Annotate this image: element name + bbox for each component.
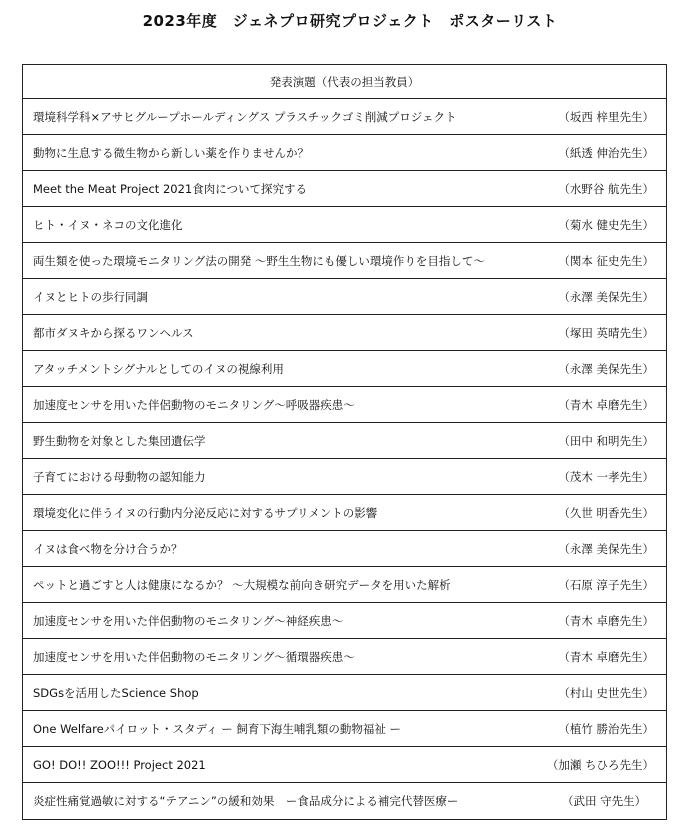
teacher-name: （武田 守先生）	[562, 794, 647, 808]
teacher-name: （菊水 健史先生）	[558, 217, 654, 232]
teacher-name: （茂木 一孝先生）	[558, 469, 654, 484]
table-row	[23, 387, 666, 423]
presentation-title: ヒト・イヌ・ネコの文化進化	[33, 217, 183, 232]
teacher-name: （永澤 美保先生）	[558, 289, 654, 304]
teacher-name: （青木 卓磨先生）	[558, 613, 654, 628]
presentation-title: 環境科学科×アサヒグループホールディングス プラスチックゴミ削減プロジェクト	[33, 109, 457, 124]
table-row	[23, 459, 666, 495]
table-row	[23, 171, 666, 207]
presentation-title: アタッチメントシグナルとしてのイヌの視線利用	[33, 361, 284, 376]
presentation-title: ペットと過ごすと人は健康になるか？ ～大規模な前向き研究データを用いた解析	[33, 577, 451, 592]
presentation-title: 炎症性痛覚過敏に対する“テアニン”の緩和効果 ー食品成分による補完代替医療ー	[33, 794, 459, 808]
table-row	[23, 99, 666, 135]
table-row	[23, 495, 666, 531]
presentation-title: 環境変化に伴うイヌの行動内分泌反応に対するサプリメントの影響	[33, 505, 378, 520]
table-row	[23, 243, 666, 279]
teacher-name: （永澤 美保先生）	[558, 361, 654, 376]
table-row	[23, 207, 666, 243]
teacher-name: （永澤 美保先生）	[558, 541, 654, 556]
presentation-title: 加速度センサを用いた伴侶動物のモニタリング～循環器疾患～	[33, 649, 355, 664]
teacher-name: （塚田 英晴先生）	[558, 325, 654, 340]
page-title: 2023年度 ジェネプロ研究プロジェクト ポスターリスト	[142, 12, 558, 30]
presentation-title: 動物に生息する微生物から新しい薬を作りませんか？	[33, 145, 309, 160]
teacher-name: （植竹 勝治先生）	[558, 721, 654, 736]
table-row	[23, 747, 666, 783]
presentation-title: 野生動物を対象とした集団遺伝学	[33, 433, 206, 448]
presentation-title: 都市ダヌキから探るワンヘルス	[33, 325, 194, 340]
presentation-title: 両生類を使った環境モニタリング法の開発 ～野生生物にも優しい環境作りを目指して～	[33, 253, 485, 268]
teacher-name: （青木 卓磨先生）	[558, 397, 654, 412]
teacher-name: （関本 征史先生）	[558, 253, 654, 268]
table-row	[23, 711, 666, 747]
table-row	[23, 279, 666, 315]
presentation-title: イヌは食べ物を分け合うか？	[33, 541, 183, 556]
poster-table	[22, 64, 667, 820]
teacher-name: （加瀬 ちひろ先生）	[546, 757, 654, 772]
teacher-name: （田中 和明先生）	[558, 433, 654, 448]
teacher-name: （紙透 伸治先生）	[558, 145, 654, 160]
teacher-name: （坂西 梓里先生）	[558, 109, 654, 124]
teacher-name: （久世 明香先生）	[558, 505, 654, 520]
table-row	[23, 639, 666, 675]
table-row	[23, 567, 666, 603]
presentation-title: 加速度センサを用いた伴侶動物のモニタリング～神経疾患～	[33, 613, 344, 628]
table-row	[23, 315, 666, 351]
table-row	[23, 351, 666, 387]
teacher-name: （村山 史世先生）	[558, 685, 654, 700]
table-row	[23, 675, 666, 711]
table-row	[23, 135, 666, 171]
table-row	[23, 531, 666, 567]
teacher-name: （青木 卓磨先生）	[558, 649, 654, 664]
table-header: 発表演題（代表の担当教員）	[23, 65, 666, 99]
presentation-title: One Welfareパイロット・スタディ ー 飼育下海生哺乳類の動物福祉 ー	[33, 721, 401, 736]
teacher-name: （石原 淳子先生）	[558, 577, 654, 592]
table-row	[23, 423, 666, 459]
presentation-title: SDGsを活用したScience Shop	[33, 685, 199, 700]
presentation-title: 子育てにおける母動物の認知能力	[33, 469, 206, 484]
table-row	[23, 603, 666, 639]
table-body	[23, 99, 666, 819]
presentation-title: GO! DO!! ZOO!!! Project 2021	[33, 757, 206, 772]
teacher-name: （水野谷 航先生）	[558, 181, 654, 196]
presentation-title: Meet the Meat Project 2021食肉について探究する	[33, 181, 308, 196]
table-row	[23, 783, 666, 819]
presentation-title: イヌとヒトの歩行同調	[33, 289, 148, 304]
presentation-title: 加速度センサを用いた伴侶動物のモニタリング～呼吸器疾患～	[33, 397, 355, 412]
